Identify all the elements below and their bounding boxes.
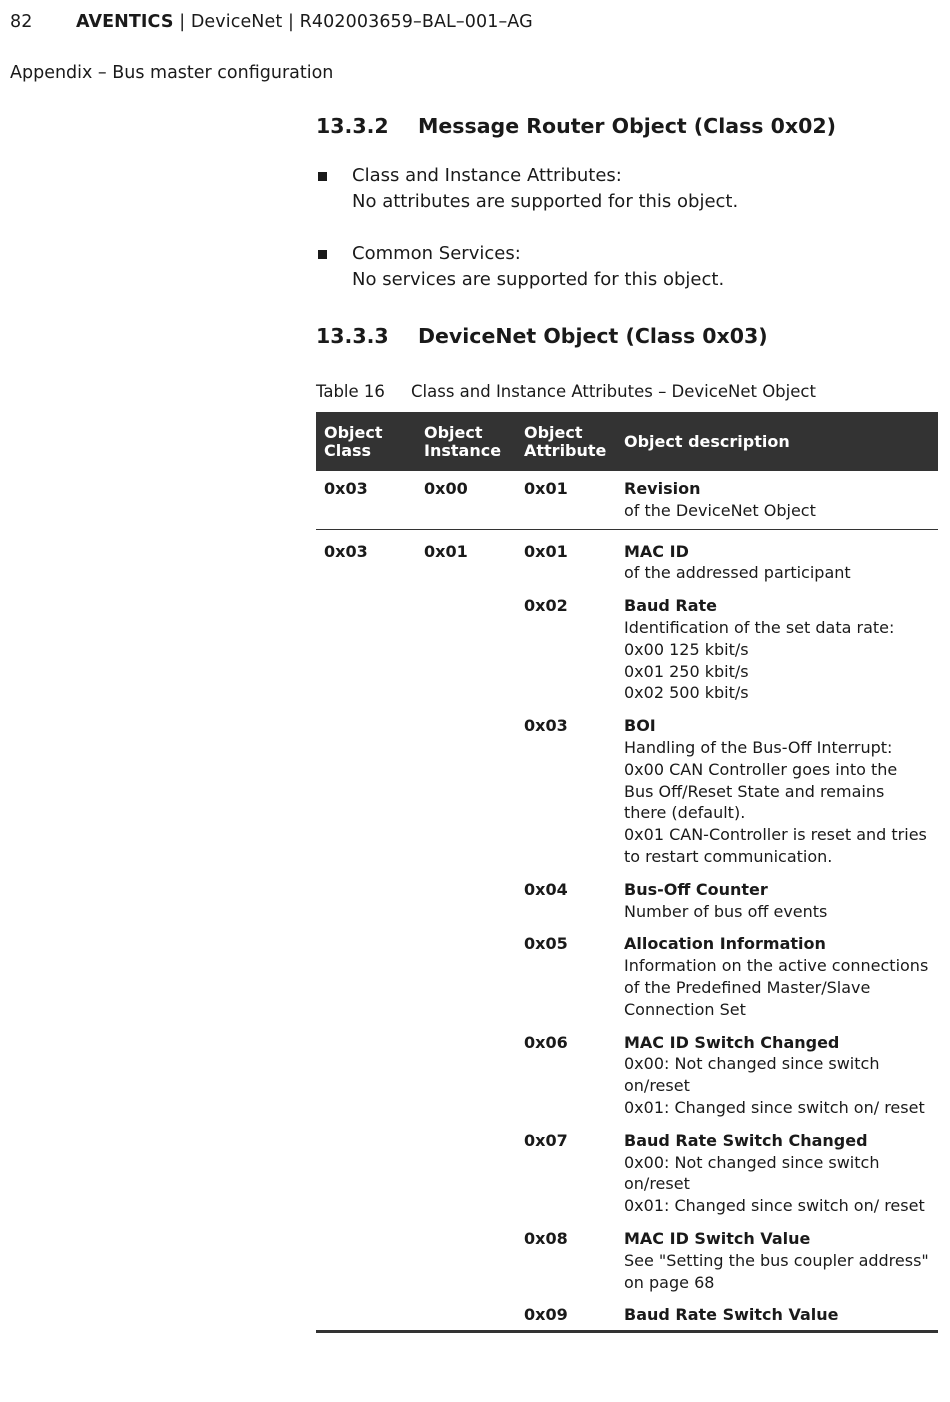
object-instance-cell	[416, 704, 516, 868]
object-class-cell: 0x03	[324, 541, 368, 561]
object-instance-cell: 0x01	[424, 541, 468, 561]
description-line: 0x00 CAN Controller goes into the Bus Off/Reset State and remains there (default).	[624, 759, 898, 823]
brand-name: AVENTICS	[76, 12, 174, 32]
description-title: Revision	[624, 479, 701, 498]
bullet-item	[316, 241, 724, 293]
object-instance-cell	[416, 922, 516, 1020]
description-title: MAC ID	[624, 541, 689, 561]
object-instance-cell	[416, 1293, 516, 1331]
object-description-cell	[616, 868, 938, 923]
section-title: DeviceNet Object (Class 0x03)	[418, 324, 768, 348]
bullet-square-icon	[318, 172, 327, 181]
section-number: 13.3.2	[316, 114, 389, 138]
table-number: Table 16	[316, 382, 385, 401]
object-class-cell	[316, 922, 416, 1020]
section-number: 13.3.3	[316, 324, 389, 348]
description-line: 0x01: Changed since switch on/ reset	[624, 1196, 925, 1216]
table-caption-text: Class and Instance Attributes – DeviceNet Object	[411, 382, 816, 401]
description-line: of the addressed participant	[624, 563, 851, 583]
description-line: Information on the active connections of the Predefined Master/Slave Connection Set	[624, 956, 929, 1019]
object-instance-cell	[416, 1217, 516, 1293]
table-body	[316, 471, 938, 1332]
page-header	[10, 12, 533, 32]
description-line: of the DeviceNet Object	[624, 500, 816, 520]
description-title: Baud Rate	[624, 596, 718, 616]
bullet-line: No attributes are supported for this object.	[352, 191, 739, 212]
column-header: Object Instance	[416, 412, 516, 471]
object-attribute-cell: 0x01	[516, 471, 616, 529]
object-description-cell	[616, 1217, 938, 1293]
bullet-square-icon	[318, 250, 327, 259]
object-class-cell	[316, 1119, 416, 1217]
description-line: 0x02 500 kbit/s	[624, 683, 749, 703]
bullet-line: No services are supported for this object.	[352, 269, 725, 290]
object-description-cell	[616, 704, 938, 868]
object-description-cell	[616, 471, 938, 529]
object-attribute-cell: 0x01	[524, 541, 568, 561]
description-title: MAC ID Switch Changed	[624, 1032, 840, 1052]
table-row	[316, 922, 938, 1020]
object-description-cell	[616, 1293, 938, 1331]
description-title: Bus-Off Counter	[624, 879, 768, 899]
object-attribute-cell: 0x04	[524, 879, 568, 899]
table-caption	[316, 382, 816, 401]
table-row	[316, 1293, 938, 1331]
section-heading-13-3-2	[316, 114, 836, 138]
table-header-row	[316, 412, 938, 471]
description-line: Identification of the set data rate:	[624, 617, 895, 637]
table-row	[316, 1119, 938, 1217]
bullet-line: Common Services:	[352, 243, 521, 264]
table-row	[316, 868, 938, 923]
object-class-cell	[316, 584, 416, 704]
object-attribute-cell: 0x07	[524, 1130, 568, 1150]
column-header: Object Class	[316, 412, 416, 471]
object-description-cell	[616, 1119, 938, 1217]
table-row	[316, 529, 938, 584]
object-attribute-cell: 0x06	[524, 1032, 568, 1052]
description-title: Allocation Information	[624, 934, 826, 954]
description-title: Baud Rate Switch Value	[624, 1305, 839, 1325]
description-line: Number of bus off events	[624, 901, 828, 921]
table-row	[316, 471, 938, 529]
object-class-cell: 0x03	[316, 471, 416, 529]
description-title: BOI	[624, 716, 656, 736]
object-attribute-cell: 0x09	[516, 1293, 616, 1331]
object-description-cell	[616, 529, 938, 584]
description-line: 0x00 125 kbit/s	[624, 639, 749, 659]
object-description-cell	[616, 1021, 938, 1119]
header-separator: |	[173, 12, 191, 32]
object-class-cell	[316, 704, 416, 868]
section-title: Message Router Object (Class 0x02)	[418, 114, 836, 138]
attributes-table	[316, 412, 938, 1333]
object-instance-cell	[416, 584, 516, 704]
description-line: 0x00: Not changed since switch on/reset	[624, 1152, 880, 1194]
object-instance-cell	[416, 868, 516, 923]
table-row	[316, 1217, 938, 1293]
table-row	[316, 704, 938, 868]
description-line: 0x00: Not changed since switch on/reset	[624, 1054, 880, 1096]
chapter-label: Appendix – Bus master configuration	[10, 63, 334, 83]
object-class-cell	[316, 1217, 416, 1293]
description-line: 0x01: Changed since switch on/ reset	[624, 1097, 925, 1117]
object-attribute-cell: 0x05	[524, 934, 568, 954]
page-number: 82	[10, 12, 33, 32]
description-title: MAC ID Switch Value	[624, 1228, 811, 1248]
object-attribute-cell: 0x03	[524, 716, 568, 736]
table-row	[316, 584, 938, 704]
object-attribute-cell: 0x02	[524, 596, 568, 616]
object-description-cell	[616, 922, 938, 1020]
bullet-line: Class and Instance Attributes:	[352, 165, 622, 186]
object-class-cell	[316, 1293, 416, 1331]
description-line: See "Setting the bus coupler address" on page 68	[624, 1250, 929, 1292]
description-line: 0x01 CAN-Controller is reset and tries to restart communication.	[624, 825, 927, 866]
table-row	[316, 1021, 938, 1119]
bullet-item	[316, 163, 738, 215]
section-heading-13-3-3	[316, 324, 768, 348]
description-title: Baud Rate Switch Changed	[624, 1130, 868, 1150]
description-line: Handling of the Bus-Off Interrupt:	[624, 737, 893, 757]
product-name: DeviceNet	[190, 12, 283, 32]
header-separator: |	[282, 12, 300, 32]
object-instance-cell	[416, 1119, 516, 1217]
object-attribute-cell: 0x08	[524, 1228, 568, 1248]
object-description-cell	[616, 584, 938, 704]
object-class-cell	[316, 868, 416, 923]
column-header: Object Attribute	[516, 412, 616, 471]
document-id: R402003659–BAL–001–AG	[299, 12, 533, 32]
object-instance-cell	[416, 1021, 516, 1119]
object-class-cell	[316, 1021, 416, 1119]
description-line: 0x01 250 kbit/s	[624, 661, 749, 681]
object-instance-cell: 0x00	[416, 471, 516, 529]
column-header: Object description	[616, 412, 938, 471]
